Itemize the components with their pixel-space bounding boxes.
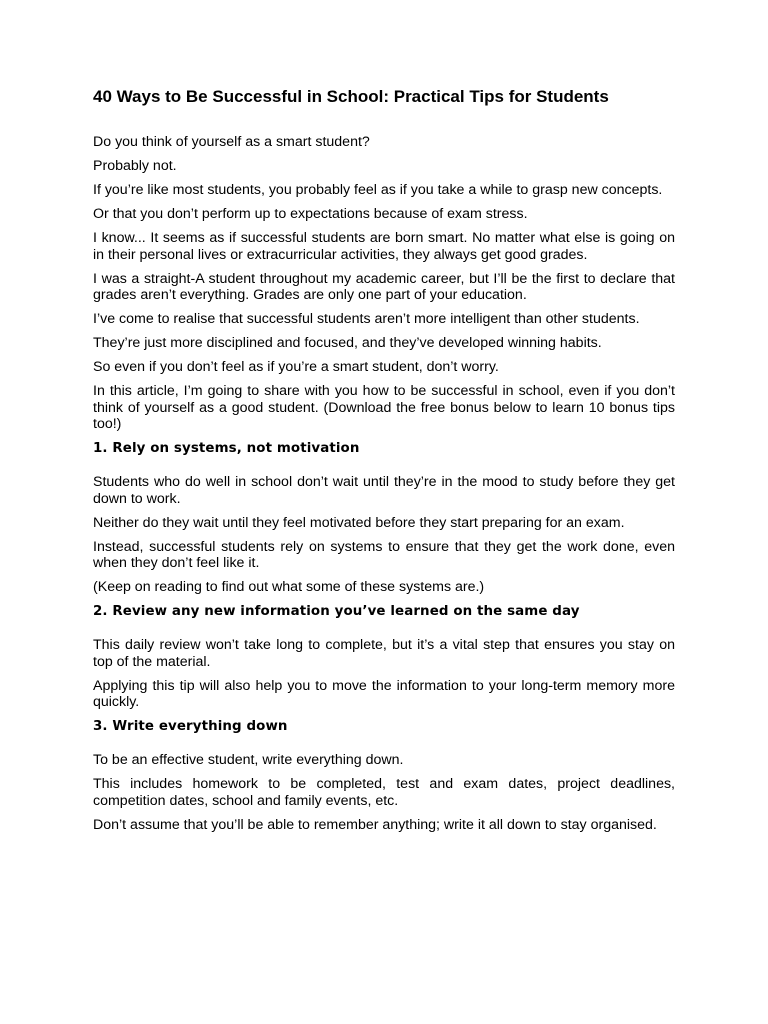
section-paragraph: Students who do well in school don’t wait until they’re in the mood to study before they get down to work. — [93, 474, 675, 507]
document-title: 40 Ways to Be Successful in School: Practical Tips for Students — [93, 87, 609, 106]
section-paragraph: Neither do they wait until they feel motivated before they start preparing for an exam. — [93, 514, 625, 531]
section-paragraph: Instead, successful students rely on systems to ensure that they get the work done, even when they don’t feel like it. — [93, 538, 675, 571]
intro-paragraph: Or that you don’t perform up to expectations because of exam stress. — [93, 206, 528, 222]
section-paragraph: Don’t assume that you’ll be able to remember anything; write it all down to stay organised. — [93, 816, 657, 833]
section-heading: 3. Write everything down — [93, 719, 288, 734]
intro-paragraph: I’ve come to realise that successful students aren’t more intelligent than other students. — [93, 311, 640, 327]
intro-paragraph: Do you think of yourself as a smart student? — [93, 134, 370, 150]
intro-paragraph: I know... It seems as if successful students are born smart. No matter what else is going on in their personal lives or extracurricular activities, they always get good grades. — [93, 230, 675, 263]
intro-paragraph: If you’re like most students, you probably feel as if you take a while to grasp new concepts. — [93, 182, 663, 198]
document-page — [93, 86, 675, 841]
intro-paragraph: I was a straight-A student throughout my academic career, but I’ll be the first to declare that grades aren’t everything. Grades are only one part of your education. — [93, 270, 675, 303]
intro-paragraph: Probably not. — [93, 158, 177, 174]
intro-paragraph: So even if you don’t feel as if you’re a smart student, don’t worry. — [93, 359, 499, 375]
section-paragraph: Applying this tip will also help you to move the information to your long-term memory more quickly. — [93, 677, 675, 710]
section-paragraph: This daily review won’t take long to complete, but it’s a vital step that ensures you stay on top of the material. — [93, 637, 675, 670]
section-paragraph: (Keep on reading to find out what some of these systems are.) — [93, 579, 485, 595]
intro-paragraph: In this article, I’m going to share with you how to be successful in school, even if you don’t think of yourself as a good student. (Download the free bonus below to learn 10 bonus tips too!) — [93, 383, 675, 432]
section-heading: 2. Review any new information you’ve learned on the same day — [93, 604, 580, 619]
intro-paragraph: They’re just more disciplined and focused, and they’ve developed winning habits. — [93, 335, 602, 351]
section-heading: 1. Rely on systems, not motivation — [93, 441, 360, 456]
section-paragraph: To be an effective student, write everything down. — [93, 752, 404, 768]
section-paragraph: This includes homework to be completed, test and exam dates, project deadlines, competition dates, school and family events, etc. — [93, 776, 675, 809]
